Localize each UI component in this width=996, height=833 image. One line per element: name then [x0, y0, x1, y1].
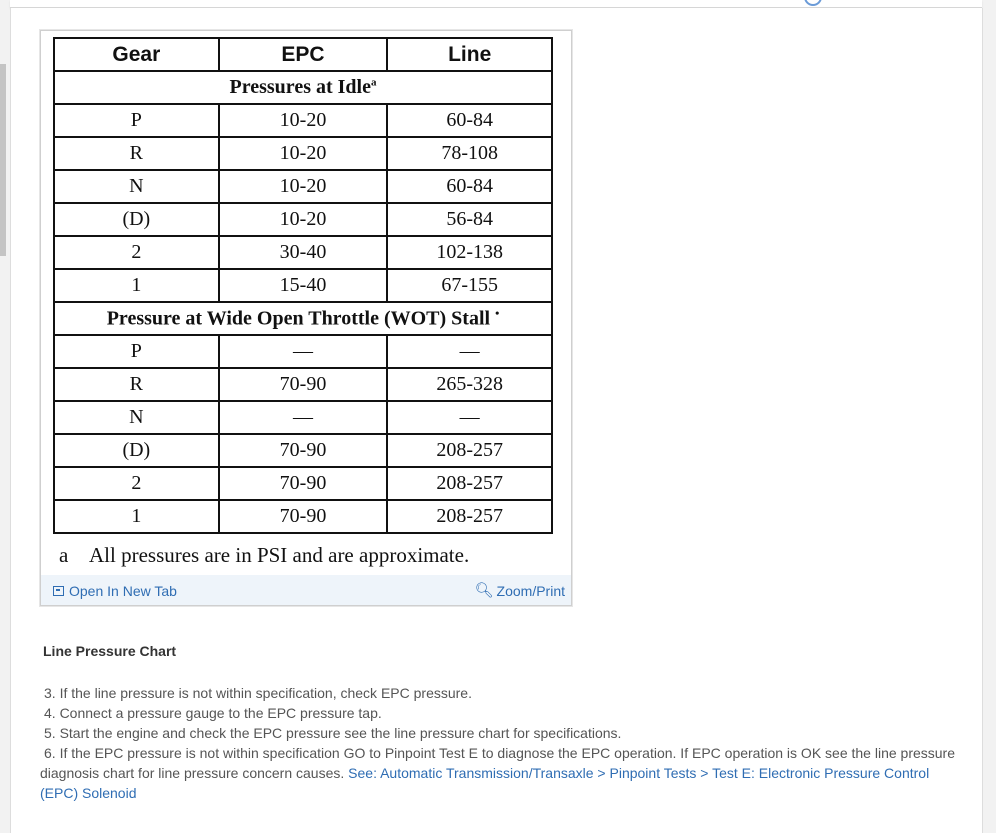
epc-cell: 15-40 — [219, 269, 388, 302]
header-line: Line — [387, 38, 552, 71]
idle-row — [54, 137, 552, 170]
epc-cell: — — [219, 401, 388, 434]
header-epc: EPC — [219, 38, 388, 71]
gear-cell: 1 — [54, 269, 219, 302]
gear-cell: N — [54, 401, 219, 434]
epc-cell: 10-20 — [219, 104, 388, 137]
zoom-print-link[interactable] — [474, 583, 565, 599]
epc-cell: 70-90 — [219, 434, 388, 467]
section-row-wot — [54, 302, 552, 335]
new-tab-icon — [53, 586, 64, 596]
epc-cell: 70-90 — [219, 500, 388, 533]
gear-cell: R — [54, 368, 219, 401]
wot-row — [54, 401, 552, 434]
idle-row — [54, 104, 552, 137]
line-cell: 60-84 — [387, 104, 552, 137]
idle-footnote-mark: a — [370, 76, 377, 89]
header-gear: Gear — [54, 38, 219, 71]
gear-cell: 1 — [54, 500, 219, 533]
table-header-row — [54, 38, 552, 71]
line-cell: — — [387, 335, 552, 368]
open-in-new-tab-link[interactable] — [53, 583, 177, 599]
step-5: 5. Start the engine and check the EPC pressure see the line pressure chart for specifications. — [44, 725, 622, 741]
zoom-print-label: Zoom/Print — [496, 583, 565, 599]
footnote-marker: a — [59, 543, 69, 567]
line-cell: 102-138 — [387, 236, 552, 269]
idle-row — [54, 269, 552, 302]
procedure-steps — [40, 683, 960, 803]
top-partial-icon — [804, 0, 822, 6]
idle-rows — [54, 104, 552, 302]
line-pressure-chart-image — [53, 37, 555, 534]
epc-cell: — — [219, 335, 388, 368]
wot-footnote-mark: • — [495, 306, 500, 321]
figure-toolbar — [41, 575, 571, 605]
step-6 — [40, 743, 960, 803]
line-cell: — — [387, 401, 552, 434]
epc-cell: 10-20 — [219, 203, 388, 236]
footnote-text: All pressures are in PSI and are approximate. — [89, 543, 470, 567]
line-cell: 265-328 — [387, 368, 552, 401]
open-in-new-tab-label: Open In New Tab — [69, 583, 177, 599]
section-row-idle — [54, 71, 552, 104]
figure-card — [40, 30, 572, 606]
idle-row — [54, 170, 552, 203]
epc-cell: 10-20 — [219, 137, 388, 170]
gear-cell: R — [54, 137, 219, 170]
table-footnote — [59, 543, 469, 568]
epc-cell: 70-90 — [219, 368, 388, 401]
gear-cell: P — [54, 104, 219, 137]
wot-section-title: Pressure at Wide Open Throttle (WOT) Stall — [106, 307, 491, 330]
epc-cell: 70-90 — [219, 467, 388, 500]
gear-cell: (D) — [54, 203, 219, 236]
line-cell: 60-84 — [387, 170, 552, 203]
idle-row — [54, 203, 552, 236]
idle-row — [54, 236, 552, 269]
line-cell: 67-155 — [387, 269, 552, 302]
top-panel-edge — [10, 0, 982, 8]
pinpoint-test-e-link[interactable]: See: Automatic Transmission/Transaxle > Pinpoint Tests > Test E: Electronic Pressure Control (EPC) Solenoid — [40, 765, 930, 801]
wot-row — [54, 434, 552, 467]
line-cell: 56-84 — [387, 203, 552, 236]
wot-rows — [54, 335, 552, 533]
wot-row — [54, 335, 552, 368]
line-cell: 208-257 — [387, 467, 552, 500]
wot-row — [54, 368, 552, 401]
gear-cell: 2 — [54, 467, 219, 500]
gear-cell: (D) — [54, 434, 219, 467]
pressure-table — [53, 37, 553, 534]
step-6-text: 6. If the EPC pressure is not within specification GO to Pinpoint Test E to diagnose the EPC operation. If EPC operation is OK see the line pressure diagnosis chart for line pressure concern causes. — [40, 745, 956, 781]
gear-cell: N — [54, 170, 219, 203]
left-scrollbar-thumb[interactable] — [0, 64, 6, 256]
wot-row — [54, 467, 552, 500]
gear-cell: P — [54, 335, 219, 368]
wot-row — [54, 500, 552, 533]
step-4: 4. Connect a pressure gauge to the EPC pressure tap. — [44, 705, 382, 721]
epc-cell: 30-40 — [219, 236, 388, 269]
step-3: 3. If the line pressure is not within specification, check EPC pressure. — [44, 685, 472, 701]
figure-caption: Line Pressure Chart — [43, 643, 177, 659]
zoom-in-icon: 🔍︎ — [474, 582, 494, 599]
idle-section-title: Pressures at Idle — [229, 76, 371, 98]
epc-cell: 10-20 — [219, 170, 388, 203]
gear-cell: 2 — [54, 236, 219, 269]
line-cell: 208-257 — [387, 500, 552, 533]
line-cell: 208-257 — [387, 434, 552, 467]
line-cell: 78-108 — [387, 137, 552, 170]
